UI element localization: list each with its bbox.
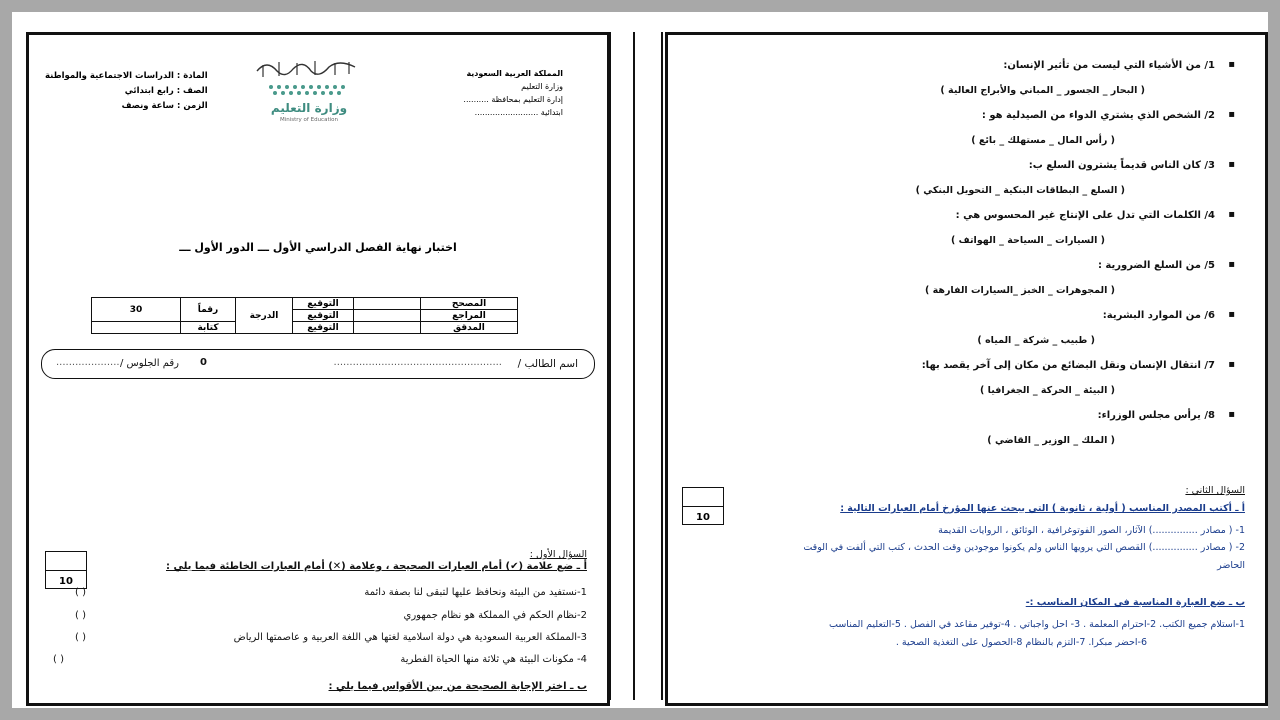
mcq-question: ▪ 3/ كان الناس قديماً يشترون السلع ب: bbox=[1029, 160, 1215, 171]
mcq-question: ▪ 8/ يرأس مجلس الوزراء: bbox=[1098, 410, 1215, 421]
logo-subtext: Ministry of Education bbox=[279, 117, 338, 123]
signature-label: التوقيع bbox=[293, 298, 354, 310]
written-grade-value bbox=[92, 322, 181, 334]
q1-score: 10 bbox=[59, 576, 73, 587]
signature-cell bbox=[354, 322, 421, 334]
q1-answer-blank[interactable]: ( ) bbox=[53, 654, 64, 665]
header-subject-info bbox=[45, 69, 208, 114]
student-name-label: اسم الطالب / bbox=[517, 358, 578, 370]
logo-text: وزارة التعليم bbox=[270, 101, 348, 115]
mcq-options: ( الملك _ الوزير _ القاضي ) bbox=[987, 435, 1115, 446]
ministry-logo bbox=[249, 57, 369, 127]
header-line: وزارة التعليم bbox=[521, 82, 563, 91]
role-reviewer: المراجع bbox=[421, 310, 518, 322]
q1-answer-blank[interactable]: ( ) bbox=[75, 587, 86, 598]
q1-item: 2-نظام الحكم في المملكة هو نظام جمهوري bbox=[403, 610, 587, 621]
duration-line: الزمن : ساعة ونصف bbox=[121, 101, 208, 111]
numeric-label: رقماً bbox=[181, 298, 236, 322]
page-gutter bbox=[609, 32, 663, 700]
mcq-options: ( رأس المال _ مستهلك _ بائع ) bbox=[971, 135, 1115, 146]
seat-number-value: 0 bbox=[200, 357, 207, 368]
role-corrector: المصحح bbox=[421, 298, 518, 310]
grade-line: الصف : رابع ابتدائي bbox=[124, 86, 208, 96]
subject-line: المادة : الدراسات الاجتماعية والمواطنة bbox=[45, 71, 208, 81]
header-line: المملكة العربية السعودية bbox=[466, 69, 563, 78]
mcq-options: ( المجوهرات _ الخبز _السيارات الفارهة ) bbox=[924, 285, 1115, 296]
exam-page-first bbox=[26, 32, 610, 706]
seat-number-label: رقم الجلوس / bbox=[120, 358, 179, 369]
signature-label: التوقيع bbox=[293, 322, 354, 334]
q2-part-a-heading: أ ـ أكتب المصدر المناسب ( أولية ، ثانوية ) التي يبحث عنها المؤرخ أمام العبارات التالية : bbox=[840, 503, 1245, 514]
written-label: كتابة bbox=[181, 322, 236, 334]
header-ministry-info bbox=[463, 67, 563, 119]
header-line: ابتدائية ......................... bbox=[474, 108, 563, 117]
student-name-field[interactable]: ..................................................... bbox=[333, 357, 502, 368]
grade-label: الدرجة bbox=[236, 298, 293, 334]
q1-answer-blank[interactable]: ( ) bbox=[75, 610, 86, 621]
exam-title: اختبار نهاية الفصل الدراسي الأول ـــ الدور الأول ـــ bbox=[179, 241, 457, 254]
q2-score: 10 bbox=[696, 512, 710, 523]
mcq-options: ( البيئة _ الحركة _ الجغرافيا ) bbox=[980, 385, 1115, 396]
seat-number-field[interactable]: ..................... bbox=[56, 357, 123, 368]
mcq-options: ( السيارات _ السياحة _ الهواتف ) bbox=[951, 235, 1105, 246]
q1-score-box bbox=[45, 551, 87, 589]
mcq-options: ( السلع _ البطاقات البنكية _ التحويل البنكي ) bbox=[915, 185, 1125, 196]
mcq-question: ▪ 4/ الكلمات التي تدل على الإنتاج غير المحسوس هي : bbox=[956, 210, 1215, 221]
q1-item: 1-نستفيد من البيئة ونحافظ عليها لتبقى لنا بصفة دائمة bbox=[364, 587, 587, 598]
q1-answer-blank[interactable]: ( ) bbox=[75, 632, 86, 643]
role-auditor: المدقق bbox=[421, 322, 518, 334]
grading-table bbox=[91, 297, 518, 334]
mcq-options: ( البحار _ الجسور _ المباني والأبراج العالية ) bbox=[940, 85, 1145, 96]
q1-item: 3-المملكة العربية السعودية هي دولة اسلامية لغتها هي اللغة العربية و عاصمتها الرياض bbox=[233, 632, 587, 643]
mcq-question: ▪ 1/ من الأشياء التي ليست من تأثير الإنسان: bbox=[1003, 60, 1215, 71]
mcq-question: ▪ 5/ من السلع الضرورية : bbox=[1098, 260, 1215, 271]
q2-item: 2- ( مصادر ...............) القصص التي يرويها الناس ولم يكونوا موجودين وقت الحدث ، كتب التي ألفت في الوقت bbox=[803, 542, 1245, 553]
signature-cell bbox=[354, 298, 421, 310]
exam-page-second bbox=[665, 32, 1268, 706]
signature-label: التوقيع bbox=[293, 310, 354, 322]
q2-item: 1- ( مصادر ...............) الآثار، الصور الفوتوغرافية ، الوثائق ، الروايات القديمة bbox=[938, 525, 1245, 536]
mcq-question: ▪ 7/ انتقال الإنسان ونقل البضائع من مكان إلى آخر يقصد بها: bbox=[922, 360, 1215, 371]
student-info-box bbox=[41, 349, 595, 379]
q1-instruction: أ ـ ضع علامة (✔) أمام العبارات الصحيحة ، وعلامة (✕) أمام العبارات الخاطئة فيما يلي : bbox=[165, 561, 587, 572]
q1-item: 4- مكونات البيئة هي ثلاثة منها الحياة الفطرية bbox=[400, 654, 587, 665]
header-line: إدارة التعليم بمحافظة .......... bbox=[463, 95, 563, 104]
q2-part-b-heading: ب ـ ضع العبارة المناسبة في المكان المناسب :- bbox=[1025, 597, 1245, 608]
mcq-options: ( طبيب _ شركة _ المياه ) bbox=[977, 335, 1095, 346]
signature-cell bbox=[354, 310, 421, 322]
q2-phrase-bank-line: 1-استلام جميع الكتب. 2-احترام المعلمة . 3- احل واجباتي . 4-توفير مقاعد في الفصل . 5-التعليم المناسب bbox=[829, 619, 1245, 630]
q2-score-box bbox=[682, 487, 724, 525]
mcq-question: ▪ 6/ من الموارد البشرية: bbox=[1103, 310, 1215, 321]
document-sheet bbox=[12, 12, 1268, 708]
q1-heading: السؤال الأول : bbox=[529, 549, 587, 560]
mcq-question: ▪ 2/ الشخص الذي يشتري الدواء من الصيدلية هو : bbox=[982, 110, 1215, 121]
q1-part-b-heading: ب ـ اختر الإجابة الصحيحة من بين الأقواس فيما يلي : bbox=[328, 681, 587, 692]
q2-item-continuation: الحاضر bbox=[1217, 560, 1245, 571]
q2-phrase-bank-line: 6-احضر مبكرا. 7-التزم بالنظام 8-الحصول على التغذية الصحية . bbox=[895, 637, 1147, 648]
q2-heading: السؤال الثاني : bbox=[1185, 485, 1245, 496]
numeric-grade-value: 30 bbox=[92, 298, 181, 322]
